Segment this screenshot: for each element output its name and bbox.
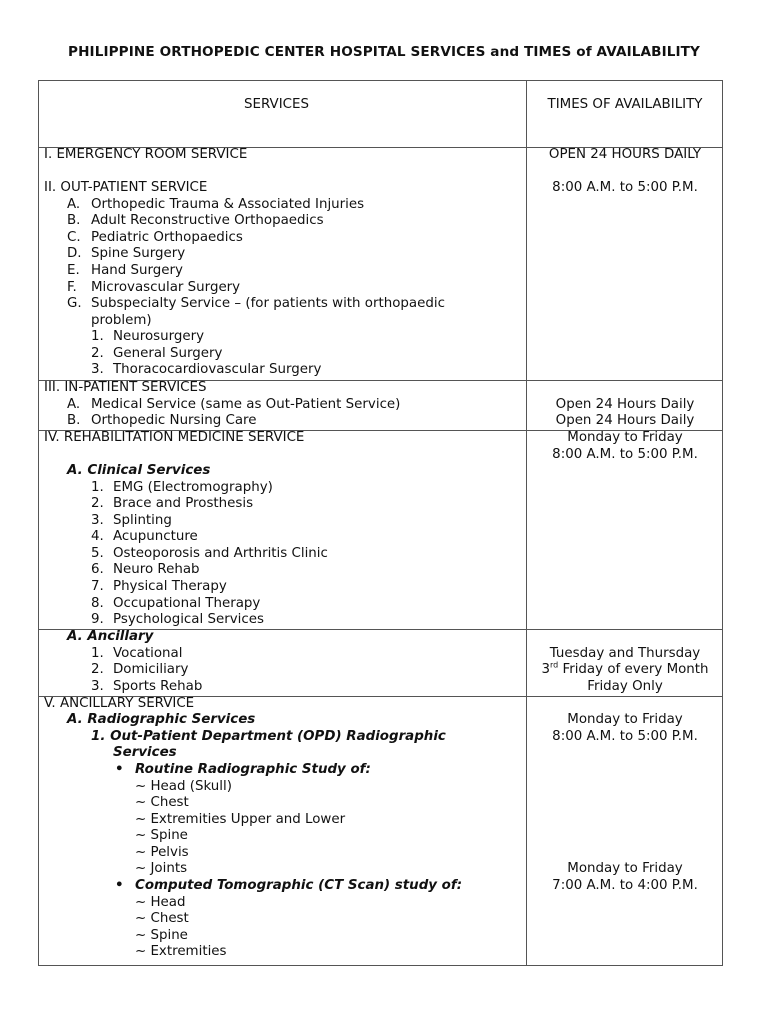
ancillary-time: Tuesday and Thursday — [549, 646, 701, 661]
ancillary-service-label: V. ANCILLARY SERVICE — [44, 696, 195, 711]
opd-radiographic-heading-cont: Services — [113, 745, 177, 760]
list-item: Osteoporosis and Arthritis Clinic — [113, 546, 328, 561]
list-item: ~ Extremities Upper and Lower — [135, 812, 346, 827]
rehab-time-hours: 8:00 A.M. to 5:00 P.M. — [552, 447, 698, 462]
list-marker: 2. — [91, 662, 104, 677]
radio-time-hours: 8:00 A.M. to 5:00 P.M. — [552, 729, 698, 744]
list-item: Sports Rehab — [113, 679, 203, 694]
list-item: Occupational Therapy — [113, 596, 261, 611]
opd-label: II. OUT-PATIENT SERVICE — [44, 180, 208, 195]
inpatient-time: Open 24 Hours Daily — [555, 413, 695, 428]
radiographic-heading: A. Radiographic Services — [67, 712, 256, 727]
list-marker: D. — [67, 246, 82, 261]
list-marker: 1. — [91, 480, 104, 495]
bullet-icon: • — [115, 762, 124, 777]
list-item: ~ Pelvis — [135, 845, 189, 860]
routine-study-heading: Routine Radiographic Study of: — [135, 762, 371, 777]
list-item: Acupuncture — [113, 529, 198, 544]
list-item: ~ Head — [135, 895, 186, 910]
list-marker: 2. — [91, 496, 104, 511]
header-services: SERVICES — [244, 97, 309, 112]
ordinal-suffix: rd — [549, 660, 559, 670]
list-item: General Surgery — [113, 346, 223, 361]
ordinal-rest: Friday of every Month — [558, 662, 709, 677]
list-marker: 8. — [91, 596, 104, 611]
ancillary-time: Friday Only — [587, 679, 663, 694]
opd-radiographic-heading: 1. Out-Patient Department (OPD) Radiographic — [91, 729, 446, 744]
list-item: Domiciliary — [113, 662, 189, 677]
list-item: ~ Chest — [135, 911, 189, 926]
rehab-time-days: Monday to Friday — [567, 430, 683, 445]
ct-time-days: Monday to Friday — [567, 861, 683, 876]
list-item: Splinting — [113, 513, 172, 528]
list-item: Psychological Services — [113, 612, 264, 627]
ancillary-time — [527, 662, 723, 679]
list-item: ~ Joints — [135, 861, 188, 876]
rehab-label: IV. REHABILITATION MEDICINE SERVICE — [44, 430, 305, 445]
list-item: Vocational — [113, 646, 183, 661]
list-item: Neuro Rehab — [113, 562, 200, 577]
list-marker: 1. — [91, 646, 104, 661]
column-divider — [526, 81, 527, 965]
list-item: Orthopedic Trauma & Associated Injuries — [91, 197, 365, 212]
list-item: Pediatric Orthopaedics — [91, 230, 243, 245]
bullet-icon: • — [115, 878, 124, 893]
list-item: Physical Therapy — [113, 579, 227, 594]
ct-time-hours: 7:00 A.M. to 4:00 P.M. — [552, 878, 698, 893]
list-marker: 2. — [91, 346, 104, 361]
list-item: ~ Spine — [135, 928, 188, 943]
inpatient-label: III. IN-PATIENT SERVICES — [44, 380, 207, 395]
list-marker: A. — [67, 397, 81, 412]
list-item: ~ Chest — [135, 795, 189, 810]
list-marker: 1. — [91, 329, 104, 344]
list-item: Brace and Prosthesis — [113, 496, 254, 511]
list-marker: G. — [67, 296, 82, 311]
services-table — [38, 80, 723, 966]
list-item: Adult Reconstructive Orthopaedics — [91, 213, 324, 228]
list-item: EMG (Electromography) — [113, 480, 273, 495]
list-marker: A. — [67, 197, 81, 212]
list-item-continuation: problem) — [91, 313, 152, 328]
list-item: Neurosurgery — [113, 329, 205, 344]
list-marker: 7. — [91, 579, 104, 594]
list-item: Thoracocardiovascular Surgery — [113, 362, 322, 377]
list-marker: 6. — [91, 562, 104, 577]
radio-time-days: Monday to Friday — [567, 712, 683, 727]
header-times: TIMES OF AVAILABILITY — [547, 97, 703, 112]
list-marker: 9. — [91, 612, 104, 627]
list-item: ~ Spine — [135, 828, 188, 843]
opd-time: 8:00 A.M. to 5:00 P.M. — [552, 180, 698, 195]
list-item: ~ Extremities — [135, 944, 227, 959]
inpatient-time: Open 24 Hours Daily — [555, 397, 695, 412]
ordinal-number: 3 — [541, 662, 550, 677]
list-marker: B. — [67, 213, 81, 228]
list-marker: 3. — [91, 679, 104, 694]
list-item: Microvascular Surgery — [91, 280, 241, 295]
document-title: PHILIPPINE ORTHOPEDIC CENTER HOSPITAL SERVICES and TIMES of AVAILABILITY — [68, 44, 700, 60]
list-marker: E. — [67, 263, 80, 278]
list-marker: 5. — [91, 546, 104, 561]
list-item: Spine Surgery — [91, 246, 186, 261]
list-item: Medical Service (same as Out-Patient Service) — [91, 397, 401, 412]
ancillary-heading: A. Ancillary — [67, 629, 154, 644]
list-item: Subspecialty Service – (for patients with orthopaedic — [91, 296, 445, 311]
list-marker: F. — [67, 280, 77, 295]
list-marker: C. — [67, 230, 81, 245]
ct-study-heading: Computed Tomographic (CT Scan) study of: — [135, 878, 463, 893]
list-item: ~ Head (Skull) — [135, 779, 232, 794]
list-marker: B. — [67, 413, 81, 428]
list-marker: 3. — [91, 362, 104, 377]
er-time: OPEN 24 HOURS DAILY — [548, 147, 702, 162]
list-item: Orthopedic Nursing Care — [91, 413, 257, 428]
list-marker: 4. — [91, 529, 104, 544]
er-label: I. EMERGENCY ROOM SERVICE — [44, 147, 248, 162]
list-marker: 3. — [91, 513, 104, 528]
list-item: Hand Surgery — [91, 263, 183, 278]
clinical-services-heading: A. Clinical Services — [67, 463, 211, 478]
